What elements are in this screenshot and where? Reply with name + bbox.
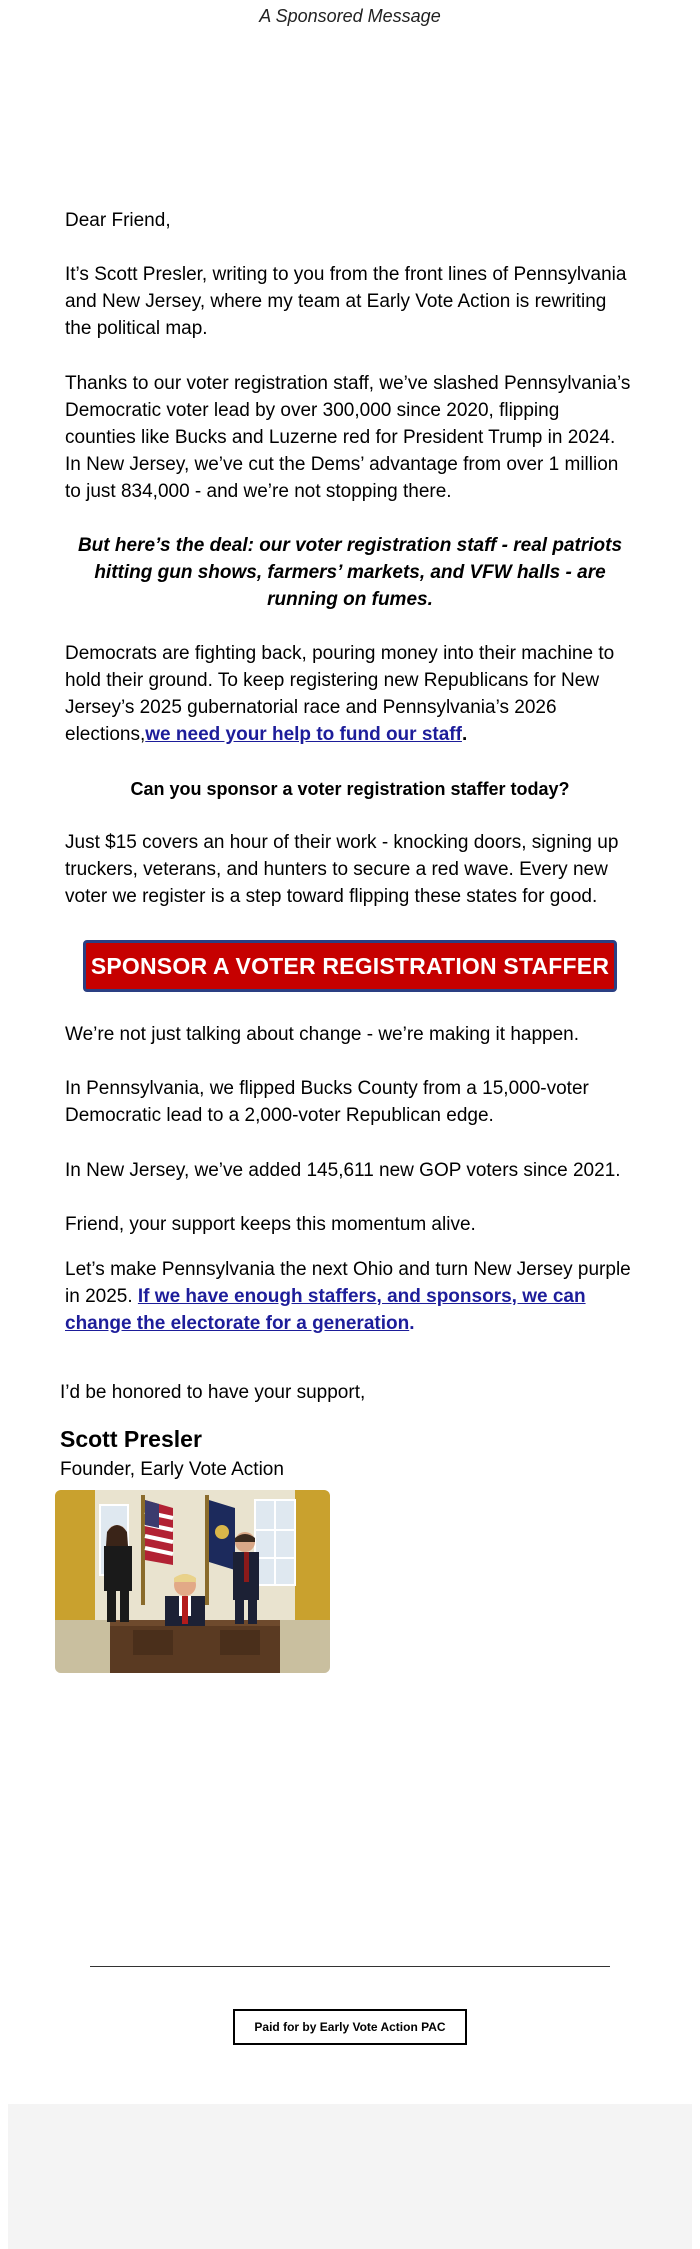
electorate-link[interactable]: If we have enough staffers, and sponsors, we can change the electorate for a generation <box>65 1286 586 1334</box>
paragraph-fund <box>65 640 635 748</box>
footer-divider <box>90 1966 610 1967</box>
paragraph-change: We’re not just talking about change - we’re making it happen. <box>65 1024 580 1045</box>
paragraph-electorate <box>65 1256 635 1337</box>
paragraph-fund-end: . <box>461 724 468 745</box>
paragraph-new-jersey: In New Jersey, we’ve added 145,611 new GOP voters since 2021. <box>65 1160 621 1181</box>
paragraph-momentum: Friend, your support keeps this momentum alive. <box>65 1214 476 1235</box>
paragraph-electorate-end: . <box>409 1313 415 1334</box>
paid-for-disclaimer: Paid for by Early Vote Action PAC <box>233 2009 467 2045</box>
footer-background <box>8 2104 692 2249</box>
signature-photo <box>55 1490 330 1673</box>
highlight-statement: But here’s the deal: our voter registration staff - real patriots hitting gun shows, farmers’ markets, and VFW halls - are running on fumes. <box>77 535 623 610</box>
paragraph-electorate-text: Let’s make Pennsylvania the next Ohio and turn New Jersey purple in 2025. <box>65 1259 631 1307</box>
sponsored-header: A Sponsored Message <box>259 6 441 26</box>
paragraph-results: Thanks to our voter registration staff, we’ve slashed Pennsylvania’s Democratic voter lead by over 300,000 since 2020, flipping counties like Bucks and Luzerne red for President Trump in 2024. In New Jersey, we’ve cut the Dems’ advantage from over 1 million to just 834,000 - and we’re not stopping there. <box>65 373 631 502</box>
signature-name: Scott Presler <box>60 1426 202 1452</box>
oval-office-photo-illustration <box>55 1490 330 1673</box>
sponsor-question: Can you sponsor a voter registration staffer today? <box>130 779 570 799</box>
greeting: Dear Friend, <box>65 210 171 231</box>
paragraph-fund-text: Democrats are fighting back, pouring money into their machine to hold their ground. To keep registering new Republicans for New Jersey’s 2025 gubernatorial race and Pennsylvania’s 2026 elections, <box>65 643 615 745</box>
paragraph-intro: It’s Scott Presler, writing to you from the front lines of Pennsylvania and New Jersey, where my team at Early Vote Action is rewriting the political map. <box>65 264 627 339</box>
closing-line: I’d be honored to have your support, <box>60 1382 366 1403</box>
fund-staff-link[interactable]: we need your help to fund our staff <box>145 724 462 745</box>
paragraph-cost: Just $15 covers an hour of their work - knocking doors, signing up truckers, veterans, and hunters to secure a red wave. Every new voter we register is a step toward flipping these states for good. <box>65 832 619 907</box>
signature-title: Founder, Early Vote Action <box>60 1459 284 1480</box>
sponsor-staffer-button[interactable]: SPONSOR A VOTER REGISTRATION STAFFER <box>83 940 617 992</box>
paragraph-pennsylvania: In Pennsylvania, we flipped Bucks County from a 15,000-voter Democratic lead to a 2,000-voter Republican edge. <box>65 1078 589 1126</box>
